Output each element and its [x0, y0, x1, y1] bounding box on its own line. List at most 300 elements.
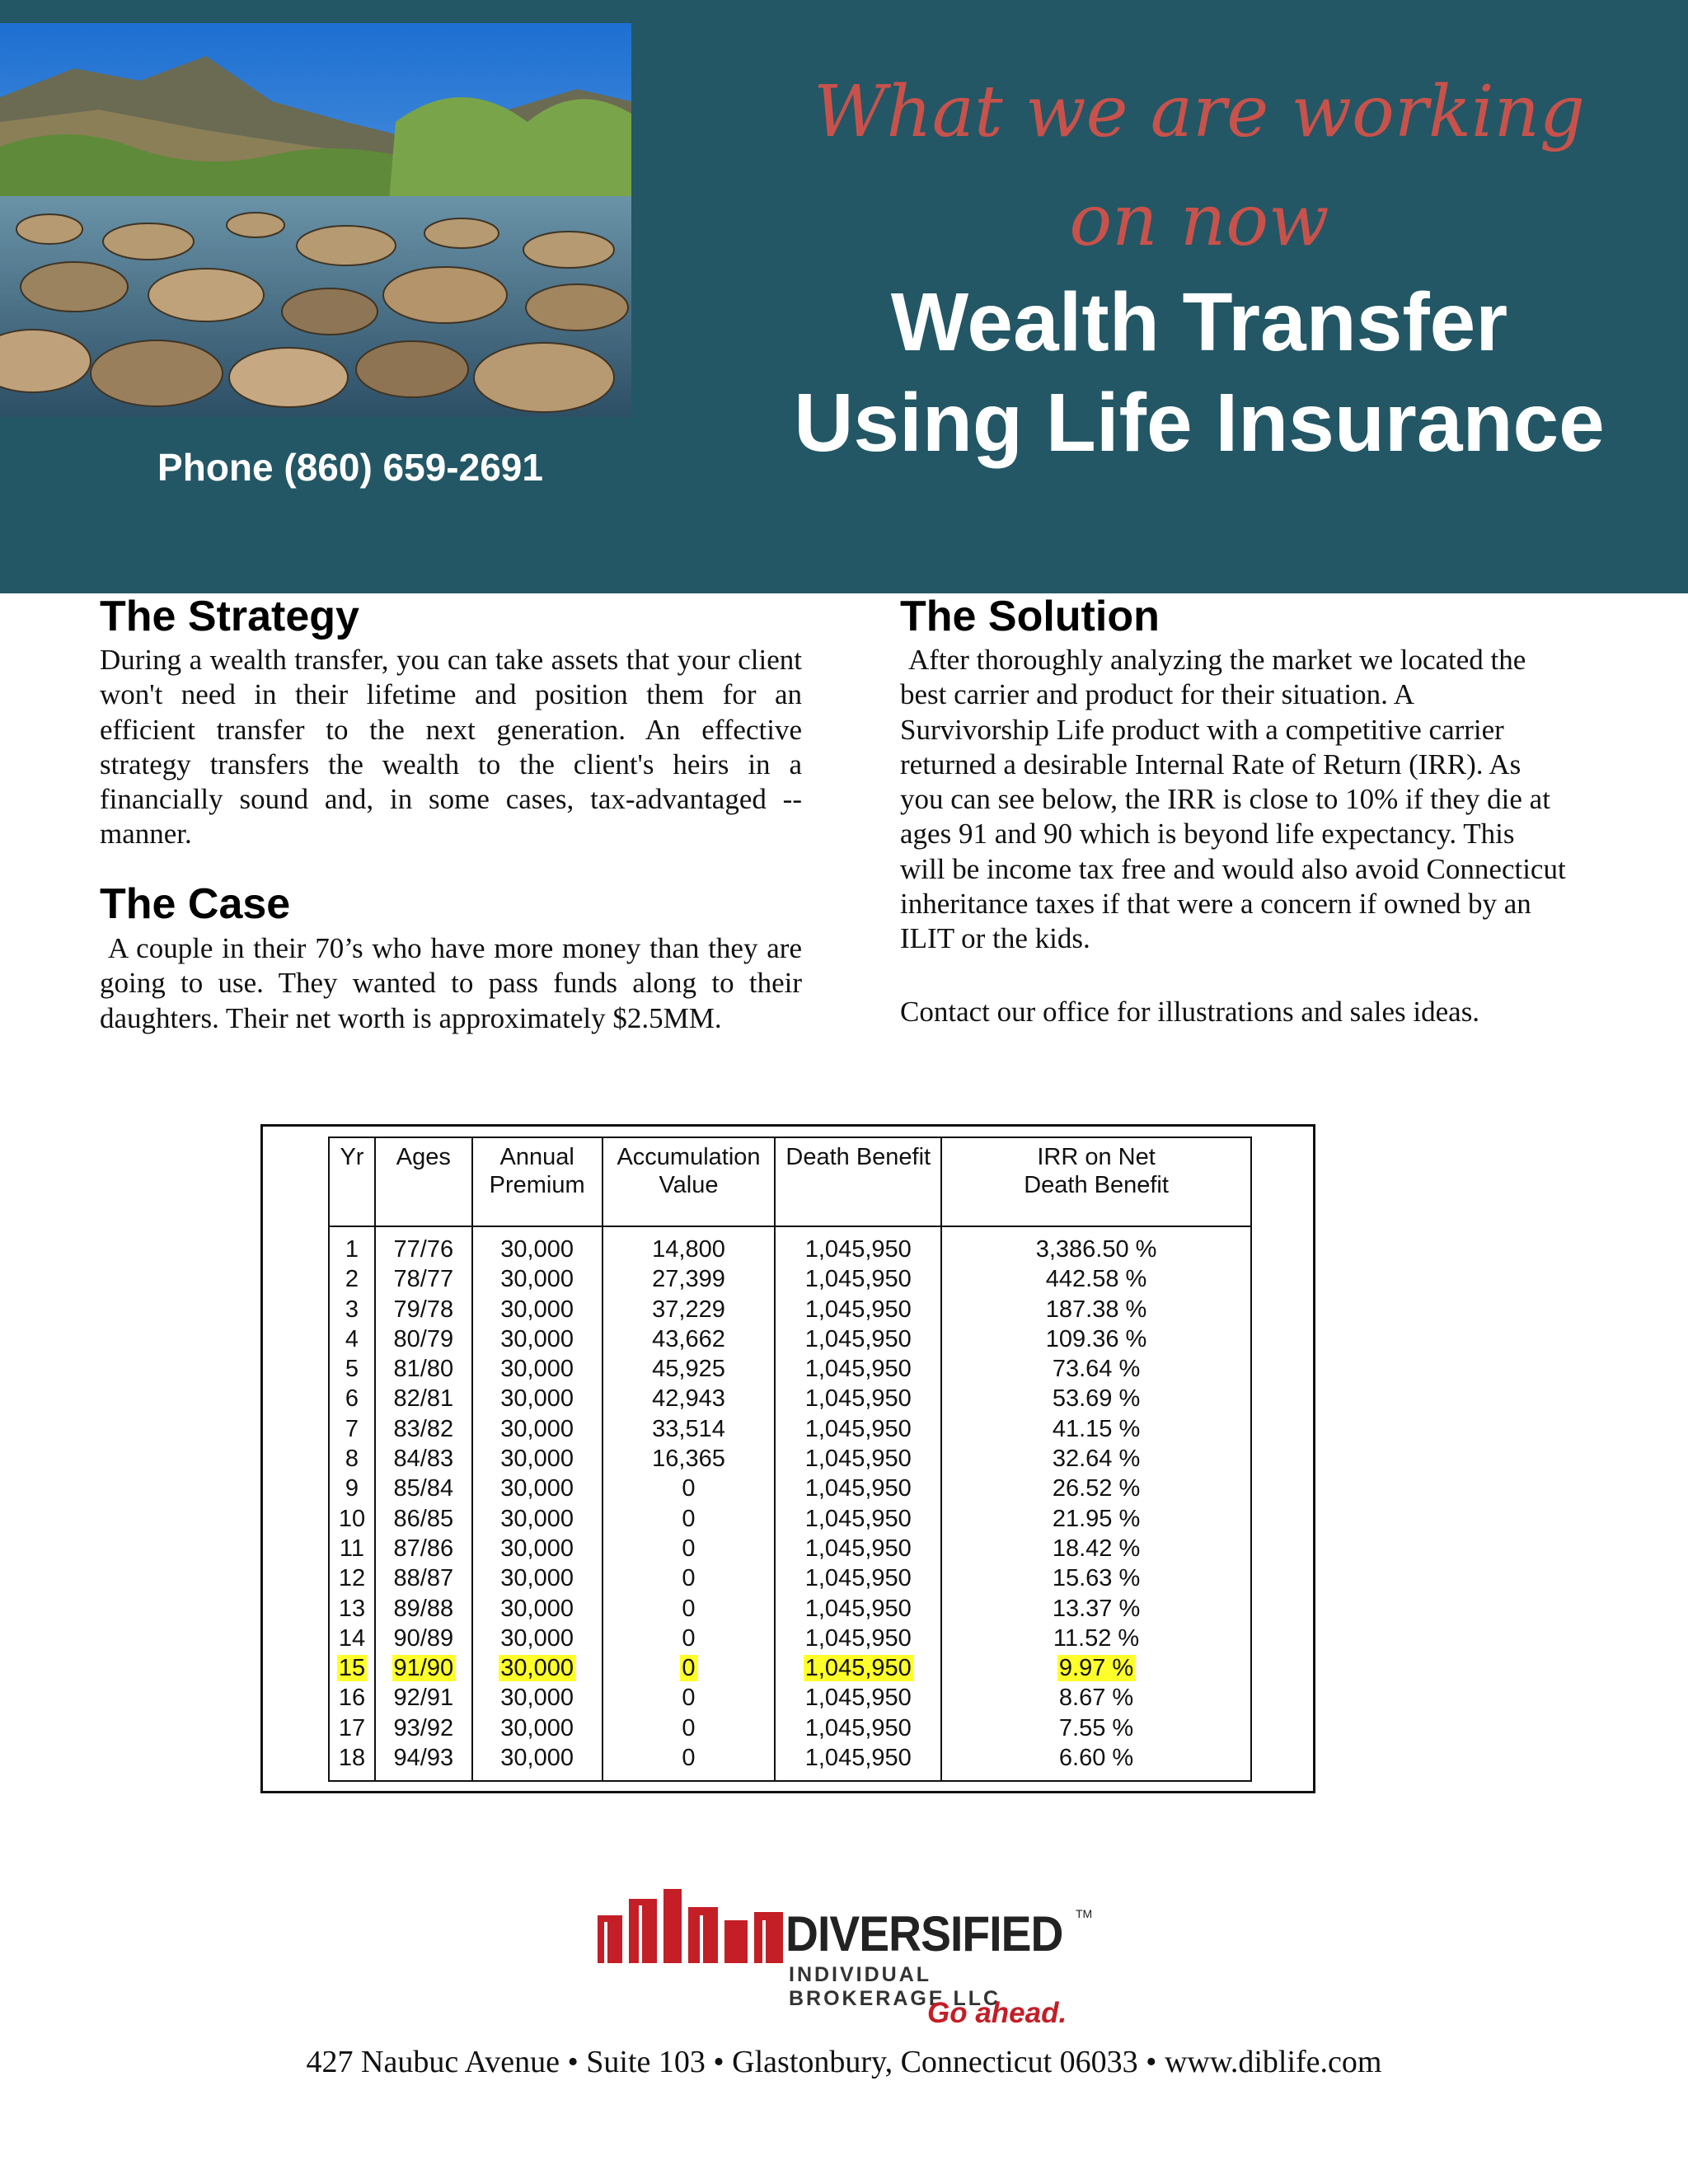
table-header-row [329, 1137, 1251, 1226]
cell-death-benefit [775, 1354, 941, 1384]
cell-yr-value: 3 [345, 1296, 359, 1323]
cell-irr [941, 1414, 1251, 1444]
cell-ages [375, 1295, 472, 1324]
cell-death-benefit-value: 1,045,950 [804, 1624, 912, 1652]
cell-premium [472, 1563, 603, 1593]
cell-irr [941, 1235, 1251, 1264]
cell-yr [329, 1713, 375, 1743]
cell-irr-value: 73.64 % [1052, 1356, 1141, 1383]
script-line-2: on now [1069, 180, 1329, 262]
cell-premium-value: 30,000 [500, 1446, 574, 1473]
solution-line: you can see below, the IRR is close to 10% if they die at [900, 783, 1550, 816]
cell-death-benefit [775, 1563, 941, 1593]
cell-premium [472, 1534, 603, 1563]
cell-yr-value: 14 [338, 1624, 366, 1652]
cell-death-benefit-value: 1,045,950 [804, 1446, 912, 1473]
cell-premium [472, 1474, 603, 1503]
cell-irr-value: 18.42 % [1052, 1535, 1141, 1562]
cell-irr [941, 1743, 1251, 1773]
cell-ages [375, 1384, 472, 1413]
cell-accumulation [603, 1563, 776, 1593]
cell-yr-value: 16 [338, 1685, 366, 1712]
cell-accumulation [603, 1354, 776, 1384]
cell-irr-value: 41.15 % [1052, 1415, 1141, 1442]
cell-yr [329, 1743, 375, 1773]
table-row [329, 1713, 1251, 1743]
cell-yr [329, 1683, 375, 1713]
cell-ages [375, 1594, 472, 1624]
cell-accumulation-value: 42,943 [652, 1385, 725, 1413]
cell-premium [472, 1713, 603, 1743]
strategy-heading: The Strategy [100, 593, 359, 640]
table-row [329, 1264, 1251, 1294]
cell-premium-value: 30,000 [500, 1535, 574, 1562]
cell-ages-value: 82/81 [393, 1385, 454, 1413]
cell-accumulation-value: 37,229 [652, 1296, 725, 1323]
cell-premium [472, 1235, 603, 1264]
cell-accumulation-value: 0 [682, 1565, 696, 1592]
cell-irr [941, 1324, 1251, 1354]
cell-accumulation-value: 0 [682, 1655, 696, 1682]
cell-yr [329, 1624, 375, 1653]
illustration-table [328, 1137, 1252, 1782]
cell-accumulation-value: 27,399 [652, 1266, 725, 1293]
solution-line: After thoroughly analyzing the market we located the [908, 644, 1526, 676]
cell-death-benefit-value: 1,045,950 [804, 1595, 912, 1622]
cell-yr [329, 1474, 375, 1503]
solution-line: ILIT or the kids. [900, 922, 1090, 955]
solution-heading: The Solution [900, 593, 1160, 640]
cell-ages-value: 93/92 [393, 1714, 454, 1741]
cell-irr-value: 7.55 % [1058, 1714, 1134, 1741]
cell-accumulation [603, 1624, 776, 1653]
col-header-accum-line1: Accumulation [617, 1144, 761, 1170]
cell-premium [472, 1444, 603, 1474]
script-subtitle [767, 58, 1632, 275]
solution-line: returned a desirable Internal Rate of Return (IRR). As [900, 748, 1522, 780]
cell-ages [375, 1235, 472, 1264]
cell-accumulation [603, 1683, 776, 1713]
cell-death-benefit-value: 1,045,950 [804, 1415, 912, 1442]
illustration-table-wrap [328, 1137, 1252, 1782]
cell-ages [375, 1653, 472, 1683]
cell-death-benefit-value: 1,045,950 [804, 1745, 912, 1772]
cell-irr-value: 32.64 % [1052, 1446, 1141, 1473]
cell-yr-value: 5 [345, 1356, 359, 1383]
cell-death-benefit [775, 1624, 941, 1653]
cell-death-benefit [775, 1264, 941, 1294]
cell-ages [375, 1354, 472, 1384]
cell-irr-value: 15.63 % [1052, 1565, 1141, 1592]
cell-accumulation [603, 1713, 776, 1743]
col-header-db-label: Death Benefit [785, 1144, 931, 1170]
cell-yr-value: 11 [339, 1535, 365, 1562]
cell-yr [329, 1594, 375, 1624]
cell-accumulation [603, 1444, 776, 1474]
cell-death-benefit [775, 1295, 941, 1324]
table-row [329, 1504, 1251, 1534]
cell-yr-value: 17 [338, 1714, 366, 1741]
cell-accumulation-value: 0 [682, 1595, 696, 1622]
cell-yr [329, 1264, 375, 1294]
cell-ages-value: 78/77 [393, 1266, 454, 1293]
cell-yr [329, 1444, 375, 1474]
cell-death-benefit-value: 1,045,950 [804, 1535, 912, 1562]
cell-yr-value: 6 [345, 1385, 359, 1413]
col-header-yr [329, 1137, 375, 1226]
cell-ages-value: 84/83 [393, 1446, 454, 1473]
table-row [329, 1653, 1251, 1683]
cell-irr-value: 13.37 % [1052, 1595, 1141, 1622]
cell-accumulation-value: 33,514 [652, 1415, 725, 1442]
cell-irr-value: 8.67 % [1058, 1685, 1134, 1712]
cell-yr [329, 1354, 375, 1384]
cell-ages-value: 90/89 [393, 1624, 454, 1652]
cell-yr-value: 18 [338, 1745, 366, 1772]
col-header-death-benefit [775, 1137, 941, 1226]
cell-irr [941, 1534, 1251, 1563]
landscape-illustration [0, 23, 631, 417]
cell-accumulation [603, 1414, 776, 1444]
cell-ages [375, 1563, 472, 1593]
cell-premium [472, 1414, 603, 1444]
solution-line: Survivorship Life product with a competitive carrier [900, 713, 1504, 746]
footer-address: 427 Naubuc Avenue • Suite 103 • Glastonbury, Connecticut 06033 • www.diblife.com [306, 2045, 1382, 2079]
spacer-cell [375, 1226, 472, 1235]
cell-accumulation [603, 1743, 776, 1773]
cell-irr-value: 6.60 % [1058, 1745, 1134, 1772]
cell-accumulation-value: 45,925 [652, 1356, 725, 1383]
title-line-2: Using Life Insurance [794, 377, 1605, 469]
spacer-cell [775, 1773, 941, 1781]
cell-irr [941, 1444, 1251, 1474]
col-header-ages [375, 1137, 472, 1226]
cell-irr-value: 9.97 % [1058, 1655, 1134, 1682]
col-header-ages-label: Ages [396, 1144, 451, 1170]
spacer-cell [472, 1773, 603, 1781]
cell-death-benefit [775, 1414, 941, 1444]
page-title [742, 272, 1657, 473]
phone-number: Phone (860) 659-2691 [157, 446, 543, 489]
cell-premium-value: 30,000 [500, 1385, 574, 1413]
cell-ages-value: 91/90 [393, 1655, 454, 1682]
table-row [329, 1743, 1251, 1773]
cell-yr-value: 2 [345, 1266, 359, 1293]
cell-ages [375, 1444, 472, 1474]
river-rocks-photo [0, 23, 631, 417]
illustration-table-frame [260, 1124, 1315, 1793]
cell-accumulation [603, 1504, 776, 1534]
cell-death-benefit-value: 1,045,950 [804, 1385, 912, 1413]
cell-yr-value: 10 [338, 1505, 366, 1532]
solution-line: best carrier and product for their situation. A [900, 678, 1414, 711]
table-row [329, 1534, 1251, 1563]
cell-irr [941, 1594, 1251, 1624]
cell-death-benefit-value: 1,045,950 [804, 1655, 912, 1682]
cell-yr-value: 9 [345, 1475, 359, 1502]
cell-irr-value: 26.52 % [1052, 1475, 1141, 1502]
cell-accumulation-value: 0 [682, 1505, 696, 1532]
solution-line: ages 91 and 90 which is beyond life expectancy. This [900, 818, 1515, 851]
cell-yr [329, 1563, 375, 1593]
cell-death-benefit-value: 1,045,950 [804, 1325, 912, 1352]
cell-yr [329, 1414, 375, 1444]
cell-premium [472, 1594, 603, 1624]
cell-death-benefit [775, 1534, 941, 1563]
cell-irr [941, 1713, 1251, 1743]
cell-accumulation-value: 14,800 [652, 1236, 725, 1263]
company-logo [598, 1887, 1092, 2040]
cell-death-benefit-value: 1,045,950 [804, 1266, 912, 1293]
cell-yr-value: 4 [345, 1325, 359, 1352]
cell-irr [941, 1295, 1251, 1324]
table-row [329, 1563, 1251, 1593]
cell-irr-value: 109.36 % [1045, 1325, 1147, 1352]
logo-trademark: TM [1076, 1907, 1093, 1920]
cell-irr [941, 1653, 1251, 1683]
cell-accumulation [603, 1235, 776, 1264]
cell-death-benefit [775, 1384, 941, 1413]
cell-ages [375, 1414, 472, 1444]
cell-premium-value: 30,000 [500, 1475, 574, 1502]
cell-accumulation-value: 0 [682, 1624, 696, 1652]
cell-death-benefit-value: 1,045,950 [804, 1236, 912, 1263]
table-row [329, 1444, 1251, 1474]
cell-ages-value: 87/86 [393, 1535, 454, 1562]
cell-irr [941, 1474, 1251, 1503]
cell-death-benefit-value: 1,045,950 [804, 1475, 912, 1502]
solution-line: inheritance taxes if that were a concern if owned by an [900, 888, 1531, 921]
cell-premium [472, 1384, 603, 1413]
cell-ages [375, 1264, 472, 1294]
cell-premium-value: 30,000 [500, 1655, 574, 1682]
cell-death-benefit-value: 1,045,950 [804, 1565, 912, 1592]
cell-ages-value: 77/76 [393, 1236, 454, 1263]
cell-premium [472, 1295, 603, 1324]
cell-yr-value: 13 [338, 1595, 366, 1622]
solution-text [900, 643, 1625, 957]
table-row [329, 1384, 1251, 1413]
contact-text: Contact our office for illustrations and sales ideas. [900, 996, 1480, 1028]
col-header-yr-label: Yr [340, 1144, 364, 1170]
col-header-premium-line1: Annual [499, 1144, 574, 1170]
cell-accumulation [603, 1324, 776, 1354]
cell-accumulation-value: 0 [682, 1714, 696, 1741]
cell-death-benefit [775, 1683, 941, 1713]
cell-death-benefit [775, 1743, 941, 1773]
cell-accumulation [603, 1653, 776, 1683]
cell-premium-value: 30,000 [500, 1685, 574, 1712]
cell-ages [375, 1324, 472, 1354]
cell-irr [941, 1563, 1251, 1593]
cell-irr-value: 187.38 % [1045, 1296, 1147, 1323]
cell-yr-value: 12 [338, 1565, 366, 1592]
table-row [329, 1324, 1251, 1354]
cell-death-benefit [775, 1594, 941, 1624]
table-row [329, 1594, 1251, 1624]
cell-accumulation [603, 1594, 776, 1624]
cell-irr-value: 442.58 % [1045, 1266, 1147, 1293]
cell-yr [329, 1384, 375, 1413]
cell-yr [329, 1295, 375, 1324]
cell-irr [941, 1384, 1251, 1413]
case-text: A couple in their 70’s who have more money than they are going to use. They wanted to pass funds along to their daughters. Their net worth is approximately $2.5MM. [100, 932, 802, 1034]
header-banner [0, 0, 1688, 593]
col-header-irr-line2: Death Benefit [1024, 1172, 1169, 1198]
spacer-cell [329, 1773, 375, 1781]
cell-accumulation-value: 0 [682, 1475, 696, 1502]
spacer-cell [941, 1226, 1251, 1235]
cell-death-benefit-value: 1,045,950 [804, 1356, 912, 1383]
spacer-cell [603, 1773, 776, 1781]
cell-accumulation-value: 0 [682, 1685, 696, 1712]
cell-yr-value: 1 [345, 1236, 359, 1263]
cell-yr [329, 1235, 375, 1264]
solution-line: will be income tax free and would also avoid Connecticut [900, 852, 1566, 885]
cell-yr-value: 7 [345, 1415, 359, 1442]
cell-ages-value: 94/93 [393, 1745, 454, 1772]
cell-ages-value: 85/84 [393, 1475, 454, 1502]
spacer-cell [941, 1773, 1251, 1781]
table-row [329, 1683, 1251, 1713]
cell-irr [941, 1354, 1251, 1384]
spacer-cell [775, 1226, 941, 1235]
cell-premium-value: 30,000 [500, 1624, 574, 1652]
cell-premium [472, 1264, 603, 1294]
cell-ages-value: 79/78 [393, 1296, 454, 1323]
cell-yr [329, 1653, 375, 1683]
cell-ages-value: 86/85 [393, 1505, 454, 1532]
cell-premium-value: 30,000 [500, 1714, 574, 1741]
cell-ages [375, 1713, 472, 1743]
cell-yr [329, 1534, 375, 1563]
cell-ages-value: 92/91 [393, 1685, 454, 1712]
cell-irr-value: 11.52 % [1053, 1624, 1140, 1652]
logo-wordmark: DIVERSIFIED [785, 1906, 1063, 1961]
cell-yr-value: 8 [345, 1446, 359, 1473]
cell-death-benefit-value: 1,045,950 [804, 1505, 912, 1532]
cell-death-benefit-value: 1,045,950 [804, 1296, 912, 1323]
cell-yr-value: 15 [338, 1655, 366, 1682]
cell-ages [375, 1474, 472, 1503]
cell-irr [941, 1264, 1251, 1294]
cell-premium-value: 30,000 [500, 1595, 574, 1622]
cell-premium [472, 1324, 603, 1354]
table-row [329, 1354, 1251, 1384]
spacer-cell [375, 1773, 472, 1781]
col-header-irr-line1: IRR on Net [1037, 1144, 1156, 1170]
cell-death-benefit [775, 1504, 941, 1534]
cell-premium-value: 30,000 [500, 1356, 574, 1383]
cell-irr-value: 53.69 % [1052, 1385, 1141, 1413]
cell-death-benefit-value: 1,045,950 [804, 1685, 912, 1712]
cell-accumulation-value: 0 [682, 1745, 696, 1772]
table-row [329, 1414, 1251, 1444]
logo-bars-icon [598, 1887, 783, 1963]
cell-irr-value: 3,386.50 % [1035, 1236, 1157, 1263]
cell-irr [941, 1624, 1251, 1653]
col-header-accumulation [603, 1137, 776, 1226]
cell-death-benefit [775, 1324, 941, 1354]
table-row [329, 1624, 1251, 1653]
cell-accumulation-value: 0 [682, 1535, 696, 1562]
cell-death-benefit [775, 1474, 941, 1503]
spacer-cell [603, 1226, 776, 1235]
cell-death-benefit [775, 1713, 941, 1743]
cell-ages-value: 83/82 [393, 1415, 454, 1442]
cell-ages [375, 1624, 472, 1653]
cell-premium [472, 1653, 603, 1683]
script-line-1: What we are working [814, 71, 1585, 153]
cell-premium-value: 30,000 [500, 1505, 574, 1532]
table-row [329, 1235, 1251, 1264]
cell-ages [375, 1743, 472, 1773]
cell-ages-value: 88/87 [393, 1565, 454, 1592]
table-body [329, 1226, 1251, 1781]
cell-premium-value: 30,000 [500, 1296, 574, 1323]
spacer-cell [329, 1226, 375, 1235]
cell-premium-value: 30,000 [500, 1745, 574, 1772]
cell-ages-value: 80/79 [393, 1325, 454, 1352]
table-spacer-row [329, 1226, 1251, 1235]
cell-premium-value: 30,000 [500, 1236, 574, 1263]
cell-yr [329, 1324, 375, 1354]
cell-ages-value: 89/88 [393, 1595, 454, 1622]
cell-accumulation-value: 43,662 [652, 1325, 725, 1352]
cell-premium [472, 1504, 603, 1534]
cell-ages [375, 1683, 472, 1713]
cell-premium-value: 30,000 [500, 1565, 574, 1592]
cell-premium-value: 30,000 [500, 1415, 574, 1442]
col-header-premium-line2: Premium [489, 1172, 585, 1198]
cell-premium-value: 30,000 [500, 1325, 574, 1352]
logo-subtitle: INDIVIDUAL BROKERAGE LLC [789, 1963, 1001, 2010]
table-row [329, 1295, 1251, 1324]
cell-death-benefit-value: 1,045,950 [804, 1714, 912, 1741]
cell-ages [375, 1504, 472, 1534]
table-spacer-row [329, 1773, 1251, 1781]
cell-premium [472, 1624, 603, 1653]
cell-premium [472, 1683, 603, 1713]
cell-death-benefit [775, 1653, 941, 1683]
cell-accumulation-value: 16,365 [652, 1446, 725, 1473]
cell-premium [472, 1743, 603, 1773]
cell-death-benefit [775, 1235, 941, 1264]
cell-yr [329, 1504, 375, 1534]
cell-death-benefit [775, 1444, 941, 1474]
cell-accumulation [603, 1295, 776, 1324]
cell-ages-value: 81/80 [393, 1356, 454, 1383]
title-line-1: Wealth Transfer [890, 276, 1508, 368]
col-header-accum-line2: Value [659, 1172, 719, 1198]
cell-premium-value: 30,000 [500, 1266, 574, 1293]
logo-tagline: Go ahead. [927, 1997, 1067, 2029]
cell-premium [472, 1354, 603, 1384]
cell-irr [941, 1504, 1251, 1534]
col-header-irr [941, 1137, 1251, 1226]
cell-irr-value: 21.95 % [1052, 1505, 1141, 1532]
cell-accumulation [603, 1474, 776, 1503]
case-heading: The Case [100, 880, 291, 928]
table-row [329, 1474, 1251, 1503]
col-header-premium [472, 1137, 603, 1226]
spacer-cell [472, 1226, 603, 1235]
cell-ages [375, 1534, 472, 1563]
strategy-text: During a wealth transfer, you can take assets that your client won't need in their lifetime and position them for an efficient transfer to the next generation. An effective strategy transfers the wealth to the client's heirs in a financially sound and, in some cases, tax-advantaged -- manner. [100, 644, 802, 851]
cell-accumulation [603, 1384, 776, 1413]
cell-irr [941, 1683, 1251, 1713]
cell-accumulation [603, 1264, 776, 1294]
